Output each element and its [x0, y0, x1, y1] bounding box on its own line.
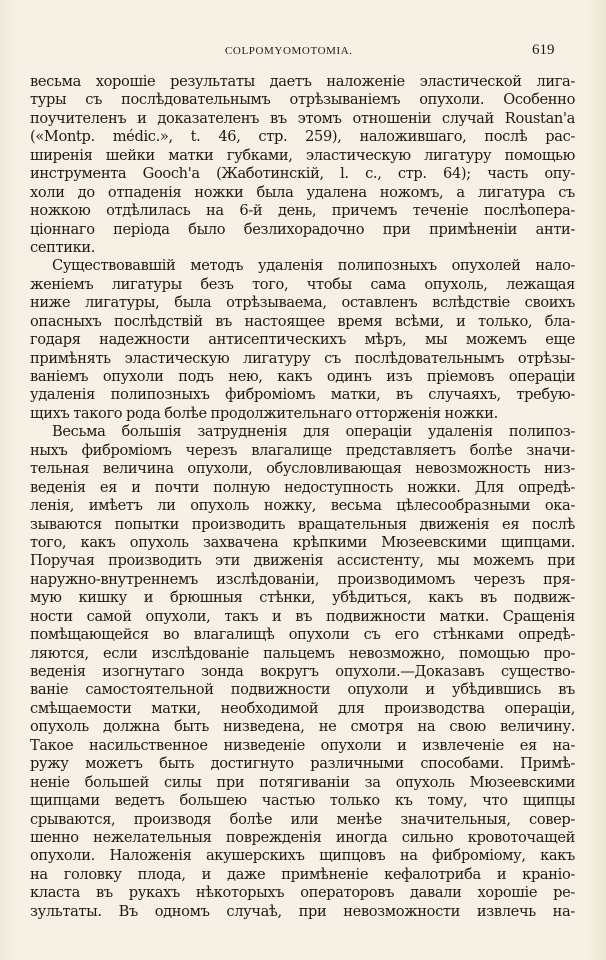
body-text — [30, 73, 575, 921]
text-line: ленія, имѣетъ ли опухоль ножку, весьма цѣлесообразными ока- — [30, 497, 575, 515]
text-line: туры съ послѣдовательнымъ отрѣзываніемъ опухоли. Особенно — [30, 91, 575, 109]
text-line: септики. — [30, 238, 96, 256]
text-line: ниже лигатуры, была отрѣзываема, оставленъ вслѣдствіе своихъ — [30, 294, 575, 312]
text-line: женіемъ лигатуры безъ того, чтобы сама опухоль, лежащая — [30, 275, 575, 293]
text-line: того, какъ опухоль захвачена крѣпкими Мюзеевскими щипцами. — [30, 533, 575, 551]
text-line: щихъ такого рода болѣе продолжительнаго отторженія ножки. — [30, 404, 498, 422]
text-line: ляются, если изслѣдованіе пальцемъ невозможно, помощью про- — [30, 644, 575, 662]
text-line: ваніе самостоятельной подвижности опухоли и убѣдившись въ — [30, 681, 575, 699]
text-line: удаленія полипозныхъ фиброміомъ матки, въ случаяхъ, требую- — [30, 386, 575, 404]
text-line: ножкою отдѣлилась на 6-й день, причемъ теченіе послѣопера- — [30, 202, 575, 220]
text-line: опасныхъ послѣдствій въ настоящее время всѣми, и только, бла- — [30, 312, 575, 330]
text-line: инструмента Gooch'а (Жаботинскій, l. c., стр. 64); часть опу- — [30, 165, 575, 183]
text-line: зываются попытки производить вращательныя движенія ея послѣ — [30, 515, 575, 533]
page-number: 619 — [532, 42, 555, 58]
text-line: шенно нежелательныя поврежденія иногда сильно кровоточащей — [30, 828, 575, 846]
text-line: ширенія шейки матки губками, эластическую лигатуру помощью — [30, 146, 575, 164]
text-line: срываются, производя болѣе или менѣе значительныя, совер- — [30, 810, 575, 828]
text-line: ныхъ фиброміомъ черезъ влагалище представляетъ болѣе значи- — [30, 441, 575, 459]
text-line: опухоли. Наложенія акушерскихъ щипцовъ на фиброміому, какъ — [30, 847, 575, 865]
text-line: на головку плода, и даже примѣненіе кефалотриба и краніо- — [30, 865, 575, 883]
text-line: ваніемъ опухоли подъ нею, какъ одинъ изъ пріемовъ операціи — [30, 368, 575, 385]
text-line: смѣщаемости матки, необходимой для производства операціи, — [30, 699, 575, 717]
text-line: Такое насильственное низведеніе опухоли и извлеченіе ея на- — [30, 736, 575, 754]
text-line: помѣщающейся во влагалищѣ опухоли съ его стѣнками опредѣ- — [30, 626, 575, 644]
text-line: наружно-внутреннемъ изслѣдованіи, производимомъ черезъ пря- — [30, 570, 575, 588]
text-line: зультаты. Въ одномъ случаѣ, при невозможности извлечь на- — [30, 902, 575, 920]
text-line: весьма хорошіе результаты даетъ наложеніе эластической лига- — [30, 73, 575, 90]
running-title: COLPOMYOMOTOMIA. — [225, 45, 353, 57]
text-line: веденія ея и почти полную недоступность ножки. Для опредѣ- — [30, 478, 575, 496]
text-line: Поручая производить эти движенія ассистенту, мы можемъ при — [30, 552, 575, 570]
text-line: веденія изогнутаго зонда вокругъ опухоли.—Доказавъ существо- — [30, 663, 575, 680]
text-line: опухоль должна быть низведена, не смотря на свою величину. — [30, 718, 575, 736]
text-line: неніе большей силы при потягиваніи за опухоль Мюзеевскими — [30, 773, 575, 791]
text-line: щипцами ведетъ большею частью только къ тому, что щипцы — [30, 792, 575, 810]
paragraph-first-line: Существовавшій методъ удаленія полипозныхъ опухолей нало- — [52, 257, 575, 275]
text-line: годаря надежности антисептическихъ мѣръ, мы можемъ еще — [30, 331, 575, 349]
text-line: холи до отпаденія ножки была удалена ножомъ, а лигатура съ — [30, 183, 575, 201]
text-line: ціоннаго періода было безлихорадочно при примѣненіи анти- — [30, 220, 575, 238]
text-line: ности самой опухоли, такъ и въ подвижности матки. Сращенія — [30, 607, 575, 625]
text-line: тельная величина опухоли, обусловливающая невозможность низ- — [30, 460, 575, 478]
text-line: ружу можетъ быть достигнуто различными способами. Примѣ- — [30, 755, 575, 773]
text-line: класта въ рукахъ нѣкоторыхъ операторовъ давали хорошіе ре- — [30, 884, 575, 902]
text-line: мую кишку и брюшныя стѣнки, убѣдиться, какъ въ подвиж- — [30, 589, 575, 607]
text-line: поучителенъ и доказателенъ въ этомъ отношеніи случай Roustan'а — [30, 109, 575, 127]
text-line: («Montp. médic.», t. 46, стр. 259), наложившаго, послѣ рас- — [30, 128, 575, 146]
text-line: примѣнять эластическую лигатуру съ послѣдовательнымъ отрѣзы- — [30, 349, 575, 367]
paragraph-first-line: Весьма большія затрудненія для операціи удаленія полипоз- — [52, 423, 575, 441]
